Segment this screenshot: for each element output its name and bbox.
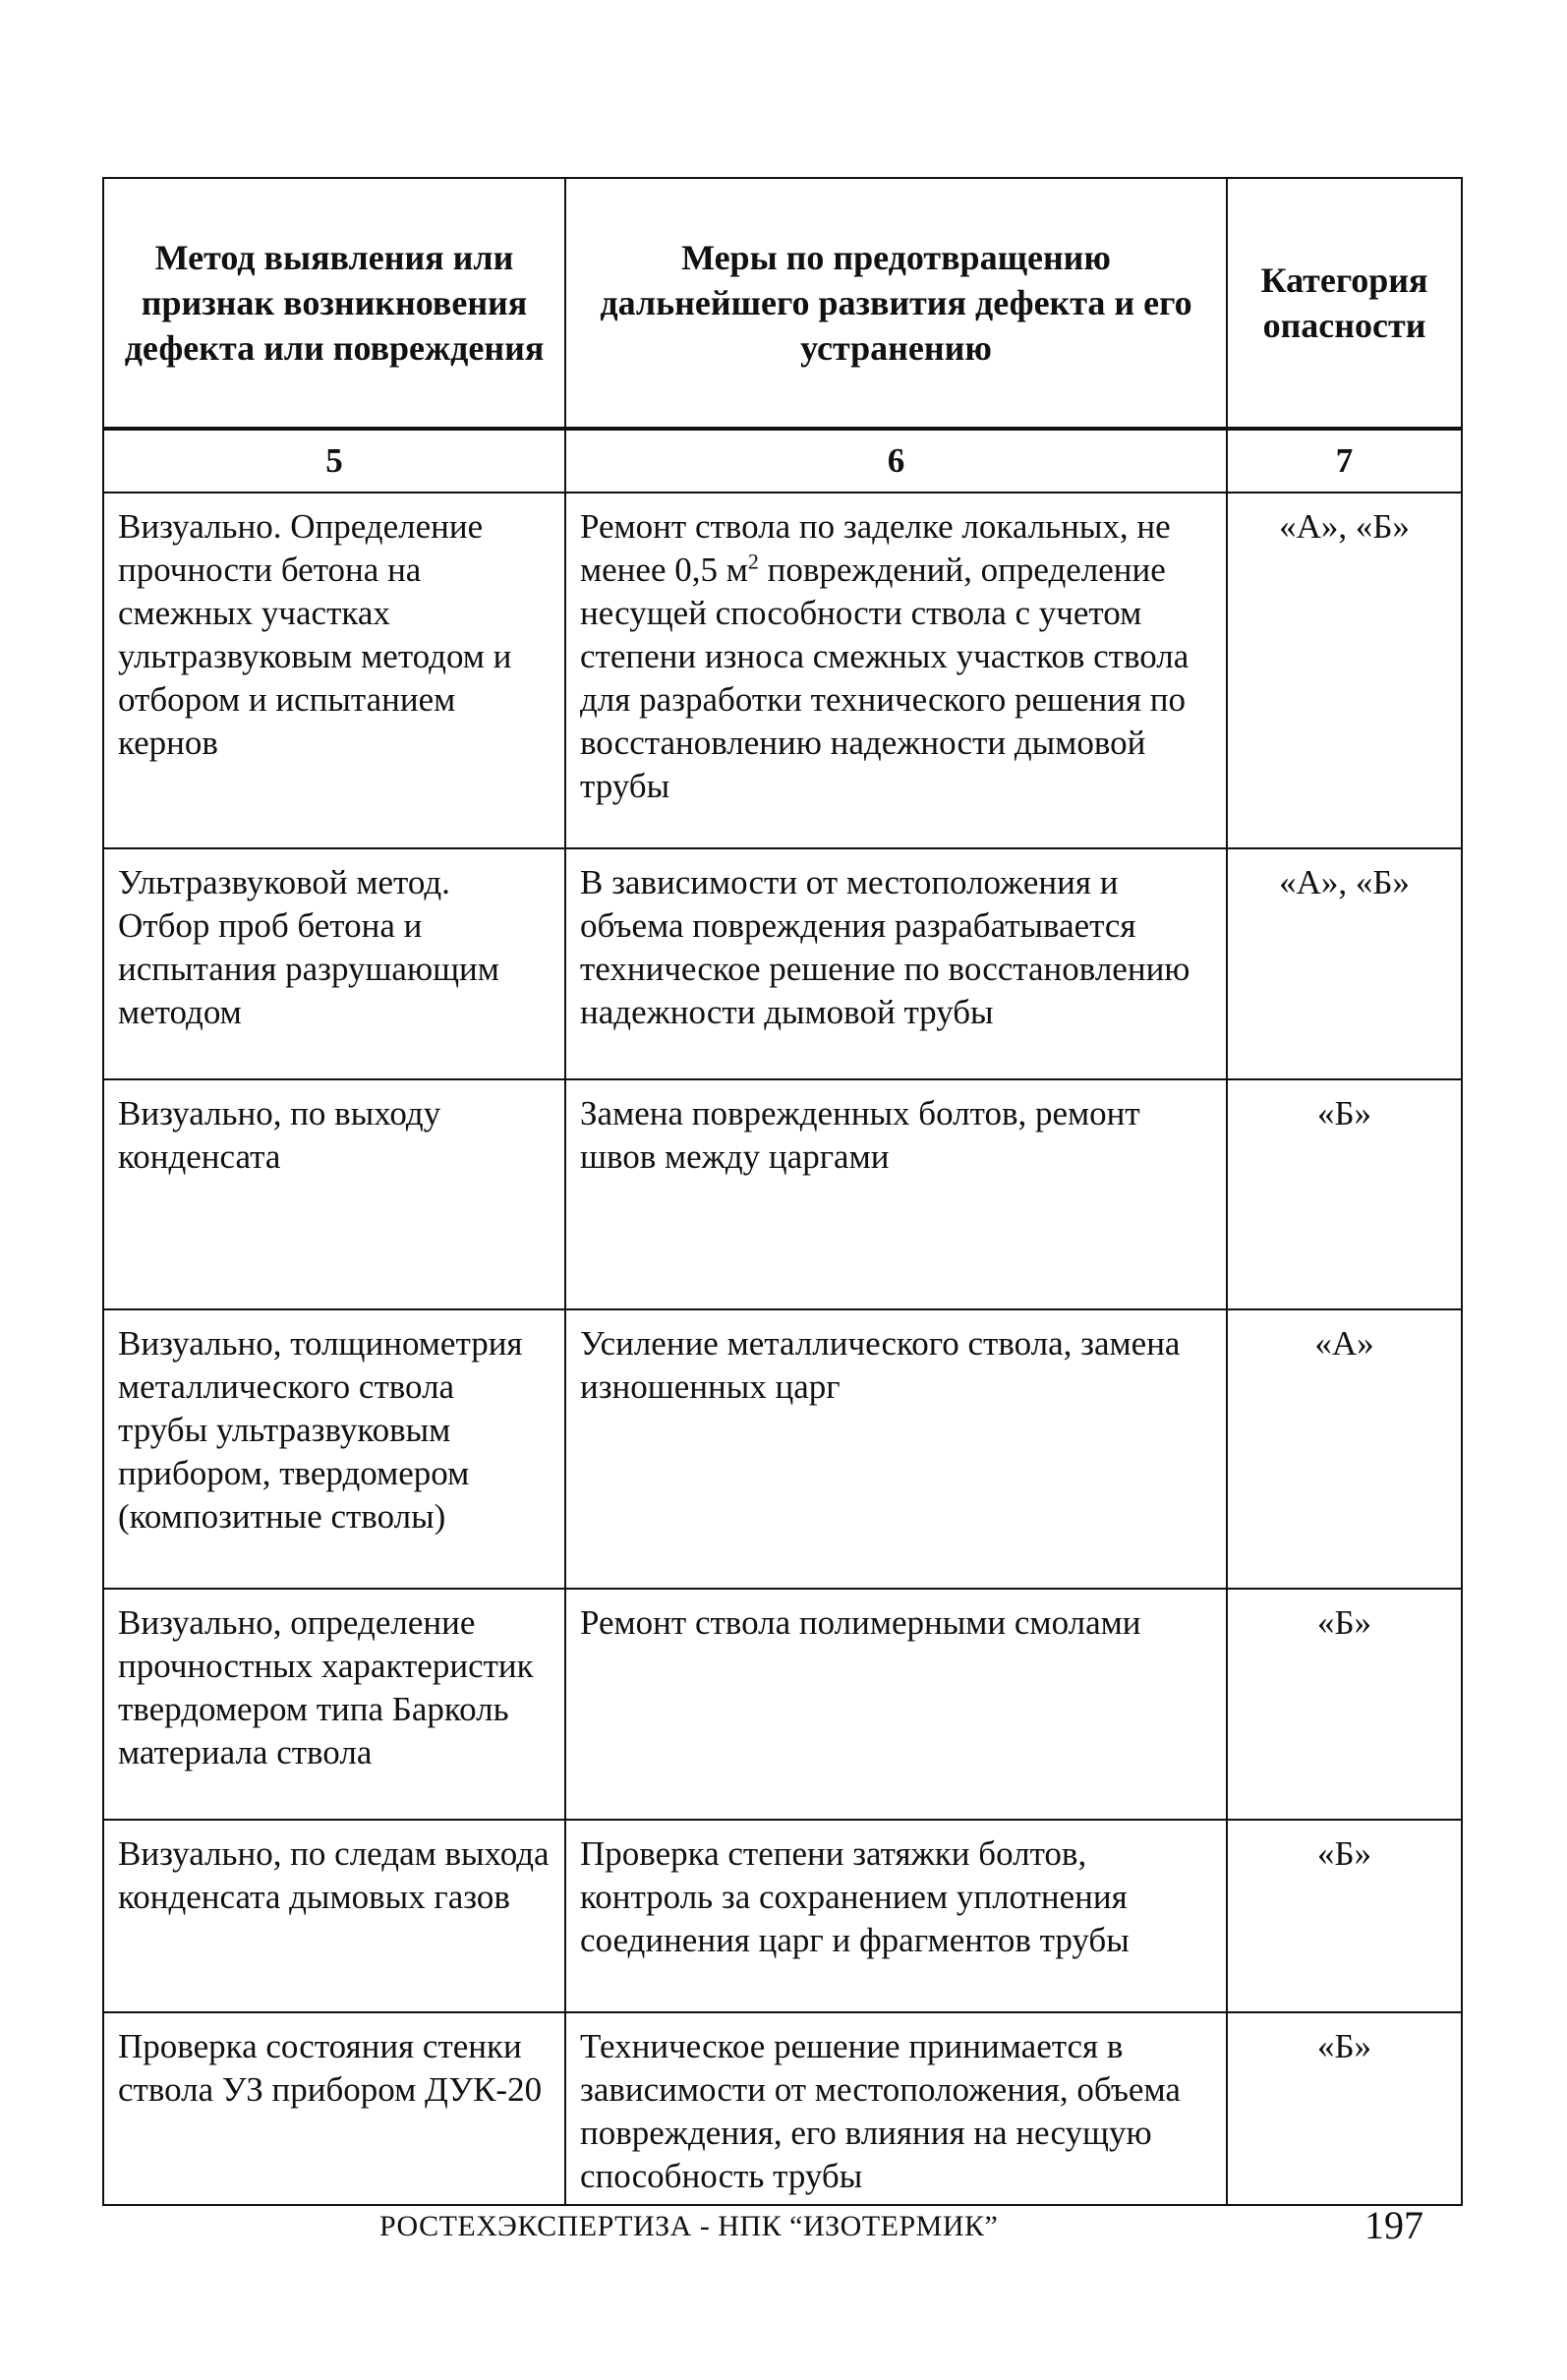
category-cell: «А» bbox=[1227, 1309, 1462, 1589]
footer-publisher: РОСТЕХЭКСПЕРТИЗА - НПК “ИЗОТЕРМИК” bbox=[379, 2210, 999, 2242]
category-cell: «Б» bbox=[1227, 1820, 1462, 2012]
measures-cell: В зависимости от местоположения и объема повреждения разрабатывается техническое решение по восстановлению надежности дымовой трубы bbox=[565, 848, 1227, 1079]
measures-cell: Ремонт ствола полимерными смолами bbox=[565, 1589, 1227, 1820]
column-number: 7 bbox=[1227, 429, 1462, 493]
defects-table bbox=[102, 177, 1463, 2206]
category-cell: «А», «Б» bbox=[1227, 493, 1462, 848]
table-row bbox=[103, 848, 1462, 1079]
header-measures: Меры по предотвращению дальнейшего развития дефекта и его устранению bbox=[565, 178, 1227, 429]
table-header-row bbox=[103, 178, 1462, 429]
measures-cell: Замена поврежденных болтов, ремонт швов между царгами bbox=[565, 1079, 1227, 1309]
method-cell: Визуально, определение прочностных характеристик твердомером типа Барколь материала ствола bbox=[103, 1589, 565, 1820]
category-cell: «Б» bbox=[1227, 1079, 1462, 1309]
measures-cell: Техническое решение принимается в зависимости от местоположения, объема повреждения, его влияния на несущую способность трубы bbox=[565, 2012, 1227, 2205]
method-cell: Ультразвуковой метод. Отбор проб бетона и испытания разрушающим методом bbox=[103, 848, 565, 1079]
category-cell: «Б» bbox=[1227, 1589, 1462, 1820]
column-number: 5 bbox=[103, 429, 565, 493]
measures-text: повреждений, определение несущей способности ствола с учетом степени износа смежных участков ствола для разработки технического решения по восстановлению надежности дымовой трубы bbox=[580, 551, 1190, 805]
superscript: 2 bbox=[747, 549, 759, 574]
page-number: 197 bbox=[1364, 2203, 1423, 2247]
method-cell: Визуально, по следам выхода конденсата дымовых газов bbox=[103, 1820, 565, 2012]
measures-cell: Проверка степени затяжки болтов, контроль за сохранением уплотнения соединения царг и фрагментов трубы bbox=[565, 1820, 1227, 2012]
table-row bbox=[103, 493, 1462, 848]
header-method: Метод выявления или признак возникновения дефекта или повреждения bbox=[103, 178, 565, 429]
table-row bbox=[103, 2012, 1462, 2205]
method-cell: Визуально. Определение прочности бетона на смежных участках ультразвуковым методом и отбором и испытанием кернов bbox=[103, 493, 565, 848]
table-row bbox=[103, 1820, 1462, 2012]
method-cell: Проверка состояния стенки ствола УЗ прибором ДУК-20 bbox=[103, 2012, 565, 2205]
category-cell: «Б» bbox=[1227, 2012, 1462, 2205]
measures-cell bbox=[565, 493, 1227, 848]
column-number: 6 bbox=[565, 429, 1227, 493]
table-row bbox=[103, 1589, 1462, 1820]
header-category: Категория опасности bbox=[1227, 178, 1462, 429]
table-row bbox=[103, 1079, 1462, 1309]
category-cell: «А», «Б» bbox=[1227, 848, 1462, 1079]
measures-text: Ремонт ствола по заделке локальных, не менее 0,5 м bbox=[580, 507, 1171, 589]
measures-cell: Усиление металлического ствола, замена изношенных царг bbox=[565, 1309, 1227, 1589]
column-number-row bbox=[103, 429, 1462, 493]
method-cell: Визуально, толщинометрия металлического ствола трубы ультразвуковым прибором, твердомером (композитные стволы) bbox=[103, 1309, 565, 1589]
table-row bbox=[103, 1309, 1462, 1589]
method-cell: Визуально, по выходу конденсата bbox=[103, 1079, 565, 1309]
